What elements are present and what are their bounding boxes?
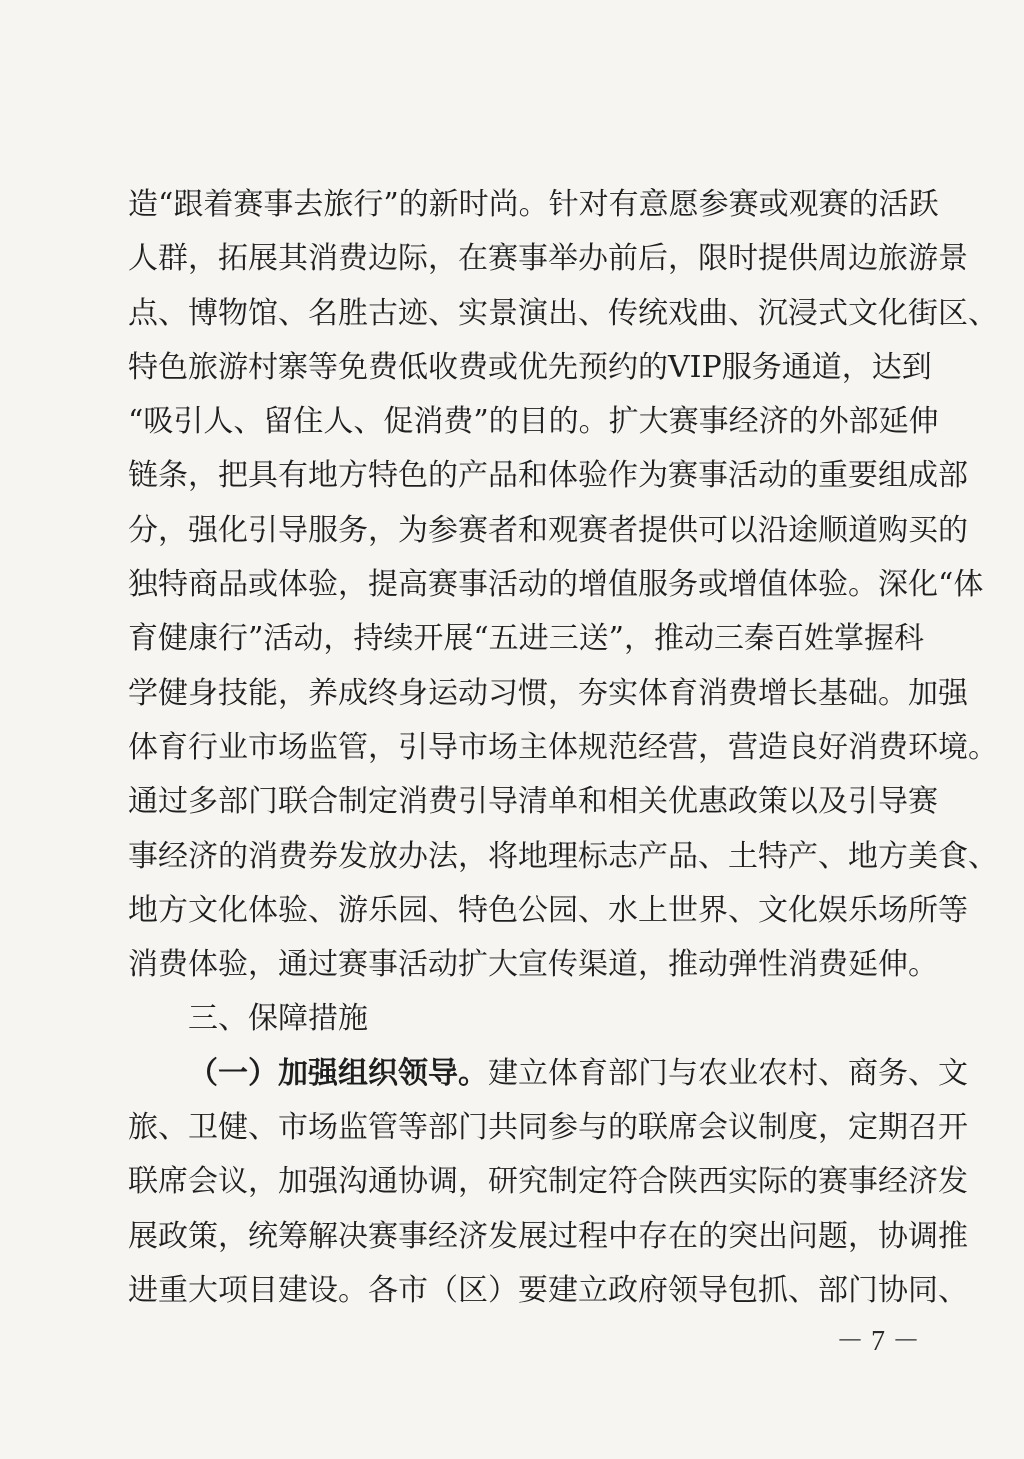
text-line: 旅、卫健、市场监管等部门共同参与的联席会议制度，定期召开 <box>128 1110 968 1146</box>
text-line: 点、博物馆、名胜古迹、实景演出、传统戏曲、沉浸式文化街区、 <box>128 295 998 331</box>
document-body <box>128 178 998 1318</box>
text-line: 人群，拓展其消费边际，在赛事举办前后，限时提供周边旅游景 <box>128 241 968 277</box>
section-heading: 三、保障措施 <box>188 1001 368 1037</box>
text-line: 通过多部门联合制定消费引导清单和相关优惠政策以及引导赛 <box>128 784 938 820</box>
text-line: 学健身技能，养成终身运动习惯，夯实体育消费增长基础。加强 <box>128 675 968 711</box>
text-line: 联席会议，加强沟通协调，研究制定符合陕西实际的赛事经济发 <box>128 1164 968 1200</box>
subsection-text: 建立体育部门与农业农村、商务、文 <box>488 1055 968 1091</box>
text-line: 独特商品或体验，提高赛事活动的增值服务或增值体验。深化“体 <box>128 567 984 603</box>
text-line: 育健康行”活动，持续开展“五进三送”，推动三秦百姓掌握科 <box>128 621 925 657</box>
text-line: 特色旅游村寨等免费低收费或优先预约的VIP服务通道，达到 <box>128 349 932 385</box>
text-line: 展政策，统筹解决赛事经济发展过程中存在的突出问题，协调推 <box>128 1218 968 1254</box>
subsection-title: （一）加强组织领导。 <box>188 1055 488 1091</box>
text-line: 造“跟着赛事去旅行”的新时尚。针对有意愿参赛或观赛的活跃 <box>128 187 939 222</box>
page-number: － 7 － <box>835 1326 920 1357</box>
text-line: 地方文化体验、游乐园、特色公园、水上世界、文化娱乐场所等 <box>128 892 968 928</box>
text-line: 进重大项目建设。各市（区）要建立政府领导包抓、部门协同、 <box>128 1272 968 1308</box>
text-line: 体育行业市场监管，引导市场主体规范经营，营造良好消费环境。 <box>128 729 998 765</box>
text-line: 链条，把具有地方特色的产品和体验作为赛事活动的重要组成部 <box>128 458 968 494</box>
text-line: 消费体验，通过赛事活动扩大宣传渠道，推动弹性消费延伸。 <box>128 947 938 983</box>
text-line: 事经济的消费券发放办法，将地理标志产品、土特产、地方美食、 <box>128 838 998 874</box>
subsection-first-line <box>128 1047 968 1101</box>
text-line: 分，强化引导服务，为参赛者和观赛者提供可以沿途顺道购买的 <box>128 512 968 548</box>
text-line: “吸引人、留住人、促消费”的目的。扩大赛事经济的外部延伸 <box>128 404 939 440</box>
